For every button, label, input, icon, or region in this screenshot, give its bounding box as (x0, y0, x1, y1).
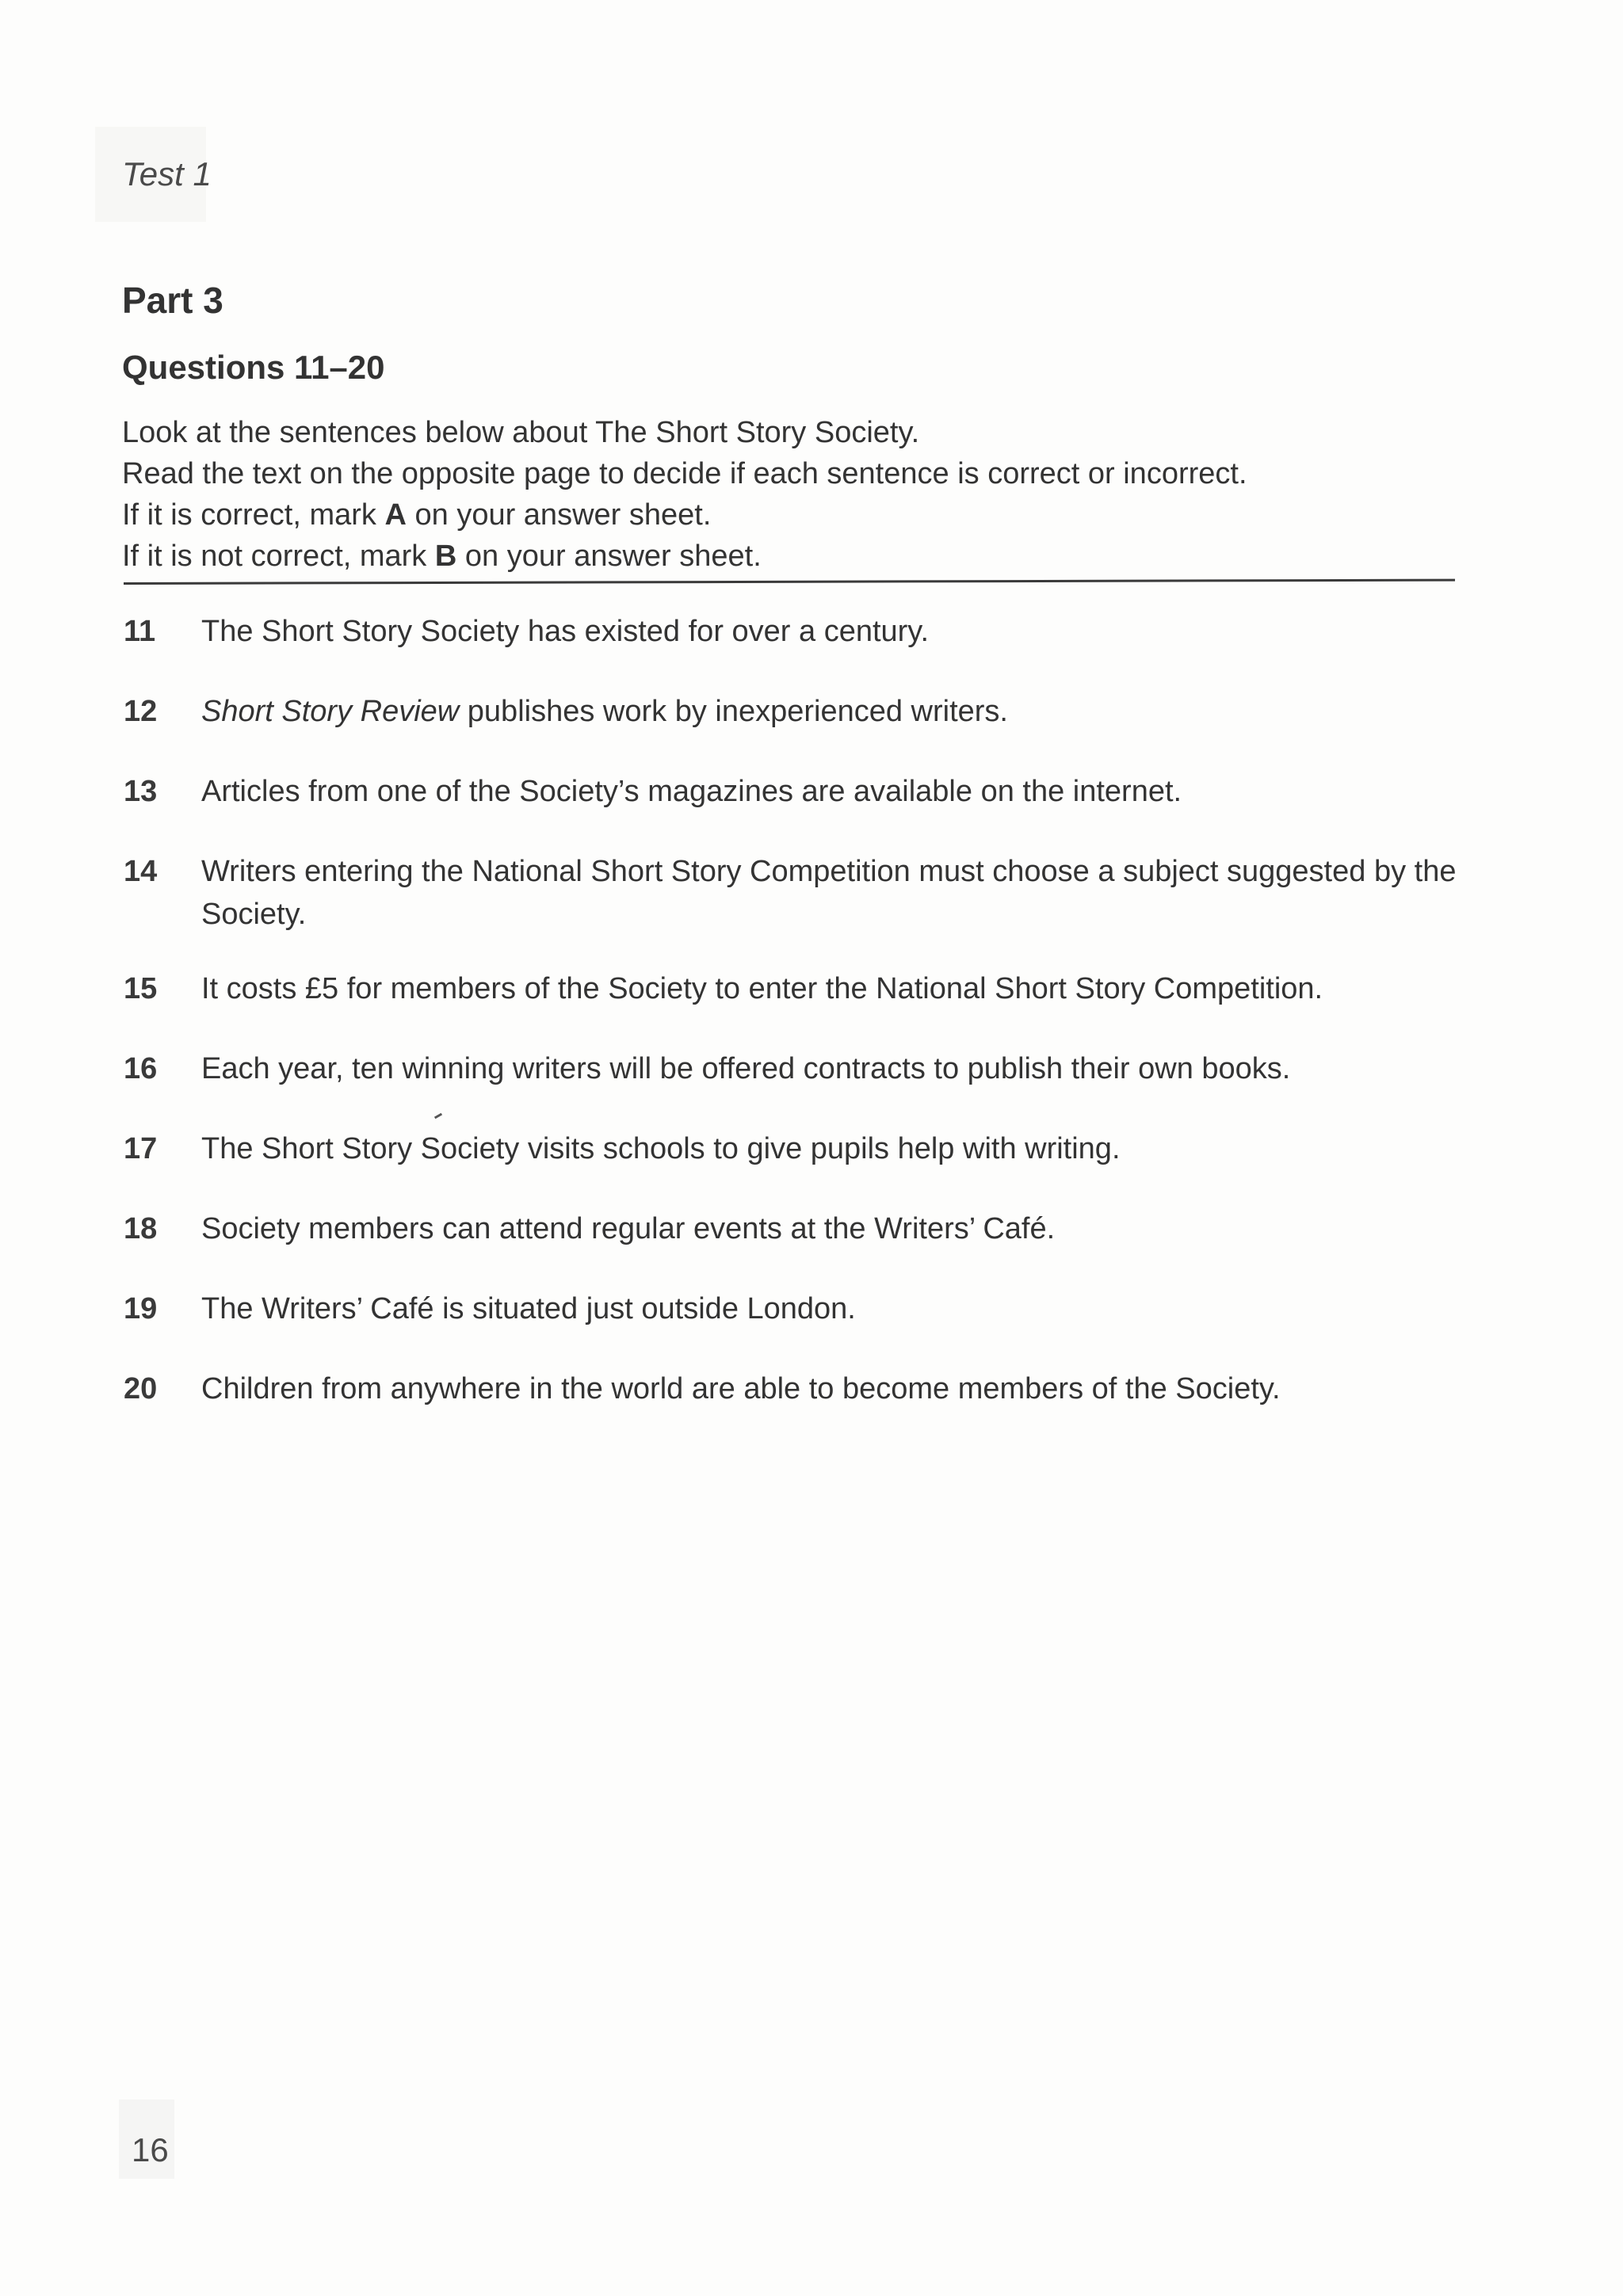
questions-title: Questions 11–20 (122, 349, 385, 386)
question-item (124, 770, 1487, 813)
instruction-line-3-pre: If it is correct, mark (122, 498, 385, 532)
question-number: 16 (124, 1052, 158, 1085)
question-text: Children from anywhere in the world are able to become members of the Society. (201, 1372, 1281, 1405)
magazine-title: Short Story Review (201, 695, 460, 728)
question-number: 17 (124, 1132, 158, 1165)
instruction-line-3-post: on your answer sheet. (406, 498, 712, 532)
part-title: Part 3 (122, 280, 223, 321)
question-item (124, 1127, 1487, 1170)
question-text: The Writers’ Café is situated just outside London. (201, 1292, 856, 1325)
question-number: 14 (124, 855, 158, 888)
page-number: 16 (132, 2131, 169, 2168)
question-item (124, 967, 1487, 1010)
question-item (124, 850, 1487, 936)
instruction-line-4 (122, 536, 1469, 577)
instruction-line-4-post: on your answer sheet. (456, 540, 762, 573)
question-item (124, 610, 1487, 653)
instructions (122, 412, 1469, 577)
question-text (201, 690, 1487, 733)
answer-option-a: A (384, 498, 407, 532)
question-item (124, 1287, 1487, 1330)
question-text: Writers entering the National Short Story Competition must choose a subject suggested by the Society. (201, 855, 1457, 931)
question-text: Articles from one of the Society’s magazines are available on the internet. (201, 775, 1182, 808)
running-header: Test 1 (122, 155, 212, 193)
instruction-line-1: Look at the sentences below about The Short Story Society. (122, 416, 920, 449)
question-number: 18 (124, 1212, 158, 1245)
instruction-line-2: Read the text on the opposite page to decide if each sentence is correct or incorrect. (122, 457, 1247, 490)
question-item (124, 1047, 1487, 1090)
question-item (124, 1207, 1487, 1250)
question-number: 19 (124, 1292, 158, 1325)
question-text: It costs £5 for members of the Society to enter the National Short Story Competition. (201, 972, 1323, 1005)
question-item (124, 690, 1487, 733)
question-number: 12 (124, 695, 158, 728)
question-number: 20 (124, 1372, 158, 1405)
question-number: 13 (124, 775, 158, 808)
question-text: Each year, ten winning writers will be offered contracts to publish their own books. (201, 1052, 1291, 1085)
answer-option-b: B (434, 540, 457, 573)
question-item (124, 1367, 1487, 1410)
question-number: 11 (124, 615, 156, 648)
question-number: 15 (124, 972, 158, 1005)
question-text: The Short Story Society visits schools to give pupils help with writing. (201, 1132, 1121, 1165)
question-text: The Short Story Society has existed for over a century. (201, 615, 930, 648)
instruction-line-4-pre: If it is not correct, mark (122, 540, 435, 573)
question-text-rest: publishes work by inexperienced writers. (459, 695, 1008, 728)
question-text: Society members can attend regular events at the Writers’ Café. (201, 1212, 1056, 1245)
question-list (124, 610, 1487, 1447)
instruction-line-3 (122, 494, 1469, 536)
divider-rule (124, 579, 1455, 585)
